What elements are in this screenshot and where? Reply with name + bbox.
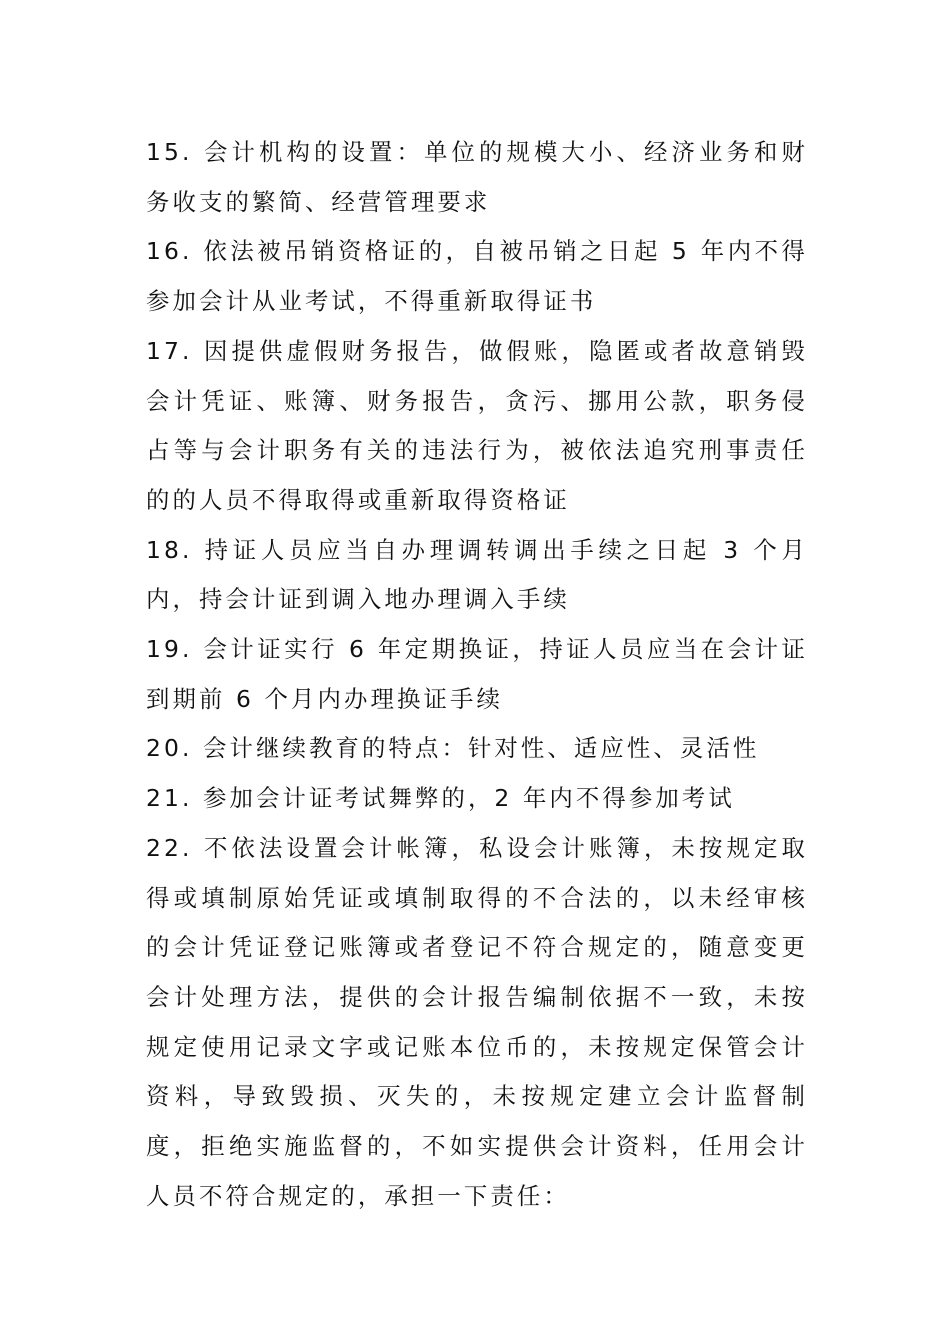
- list-item: 19. 会计证实行 6 年定期换证，持证人员应当在会计证到期前 6 个月内办理换证手续: [146, 635, 808, 713]
- list-item: 18. 持证人员应当自办理调转调出手续之日起 3 个月内，持会计证到调入地办理调入手续: [146, 535, 808, 614]
- list-item: 17. 因提供虚假财务报告，做假账，隐匿或者故意销毁会计凭证、账簿、财务报告，贪污、挪用公款，职务侵占等与会计职务有关的违法行为，被依法追究刑事责任的的人员不得取得或重新取得资格证: [146, 336, 808, 514]
- list-item: 15. 会计机构的设置：单位的规模大小、经济业务和财务收支的繁简、经营管理要求: [146, 138, 808, 216]
- list-item: 21. 参加会计证考试舞弊的，2 年内不得参加考试: [146, 784, 735, 813]
- document-body: [146, 128, 808, 1221]
- list-item: 20. 会计继续教育的特点：针对性、适应性、灵活性: [146, 734, 760, 763]
- list-item: 22. 不依法设置会计帐簿，私设会计账簿，未按规定取得或填制原始凭证或填制取得的不合法的，以未经审核的会计凭证登记账簿或者登记不符合规定的，随意变更会计处理方法，提供的会计报告编制依据不一致，未按规定使用记录文字或记账本位币的，未按规定保管会计资料，导致毁损、灭失的，未按规定建立会计监督制度，拒绝实施监督的，不如实提供会计资料，任用会计人员不符合规定的，承担一下责任：: [146, 833, 808, 1210]
- list-item: 16. 依法被吊销资格证的，自被吊销之日起 5 年内不得参加会计从业考试，不得重新取得证书: [146, 237, 808, 316]
